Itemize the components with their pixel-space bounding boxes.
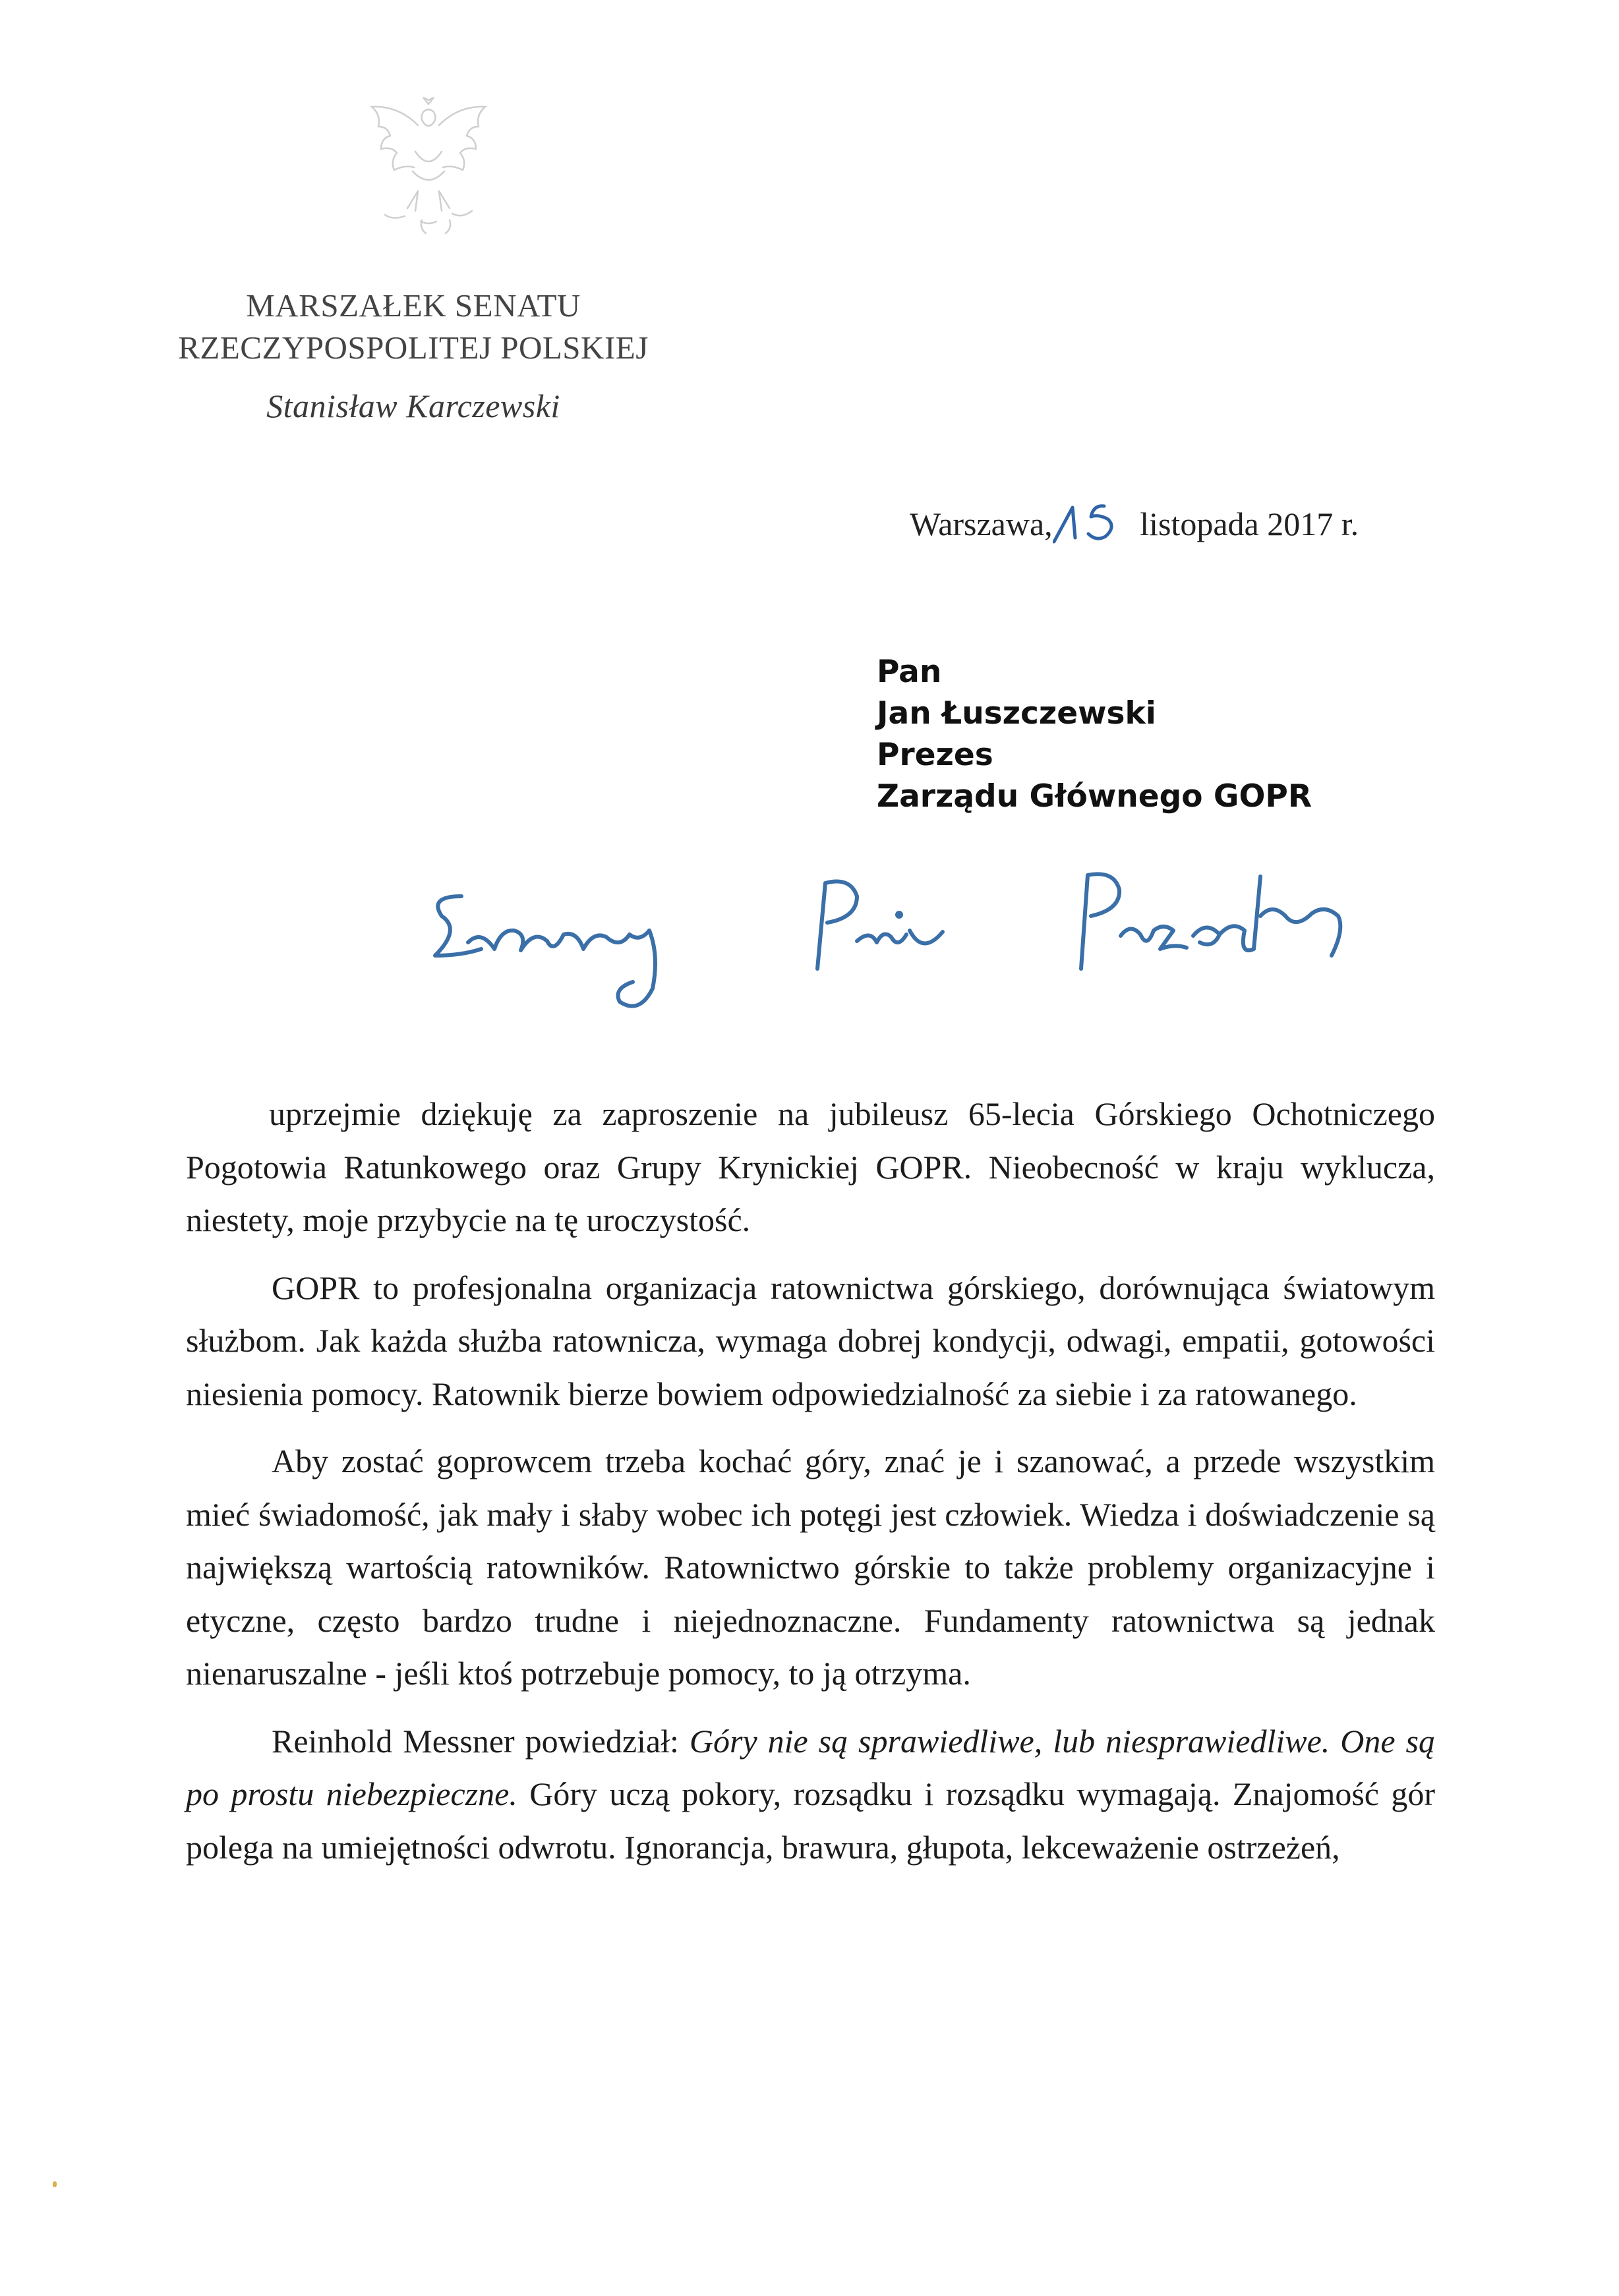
dateline-city: Warszawa, — [910, 505, 1053, 542]
office-holder-name: Stanisław Karczewski — [266, 387, 560, 424]
office-title-line1: MARSZAŁEK SENATU — [246, 287, 581, 324]
paragraph-4-intro: Reinhold Messner powiedział: — [272, 1722, 690, 1760]
eagle-emblem-icon — [349, 92, 508, 244]
body-paragraph-4 — [186, 1715, 1435, 1874]
handwritten-salutation — [422, 857, 1411, 1028]
office-title-line2: RZECZYPOSPOLITEJ POLSKIEJ — [178, 330, 649, 366]
paper-speck — [53, 2181, 57, 2187]
addressee-organization: Zarządu Głównego GOPR — [877, 778, 1312, 815]
handwritten-day — [1053, 501, 1132, 544]
dateline — [910, 501, 1359, 544]
body-paragraph-2: GOPR to profesjonalna organizacja ratownictwa górskiego, dorównująca światowym służbom. Jak każda służba ratownicza, wymaga dobrej kondycji, odwagi, empatii, gotowości niesienia pomocy. Ratownik bierze bowiem odpowiedzialność za siebie i za ratowanego. — [186, 1269, 1435, 1412]
addressee-block — [877, 651, 1312, 817]
body-paragraph-1: uprzejmie dziękuję za zaproszenie na jubileusz 65-lecia Górskiego Ochotniczego Pogotowia Ratunkowego oraz Grupy Krynickiej GOPR. Nieobecność w kraju wyklucza, niestety, moje przybycie na tę uroczystość. — [186, 1095, 1435, 1238]
addressee-position: Prezes — [877, 737, 993, 773]
messner-quote: Góry nie są sprawiedliwe, lub niesprawiedliwe. One są po prostu niebezpieczne. — [186, 1722, 1435, 1812]
dateline-month-year: listopada 2017 r. — [1140, 505, 1359, 542]
body-paragraph-3: Aby zostać goprowcem trzeba kochać góry, znać je i szanować, a przede wszystkim mieć świadomość, jak mały i słaby wobec ich potęgi jest człowiek. Wiedza i doświadczenie są największą wartością ratowników. Ratownictwo górskie to także problemy organizacyjne i etyczne, często bardzo trudne i niejednoznaczne. Fundamenty ratownictwa są jednak nienaruszalne - jeśli ktoś potrzebuje pomocy, to ją otrzyma. — [186, 1443, 1435, 1692]
addressee-name: Jan Łuszczewski — [877, 695, 1156, 732]
paragraph-4-continuation: Góry uczą pokory, rozsądku i rozsądku wymagają. Znajomość gór polega na umiejętności odwrotu. Ignorancja, brawura, głupota, lekceważenie ostrzeżeń, — [186, 1775, 1435, 1866]
letter-body — [186, 1087, 1435, 1888]
addressee-title: Pan — [877, 654, 942, 690]
office-header — [153, 285, 674, 427]
